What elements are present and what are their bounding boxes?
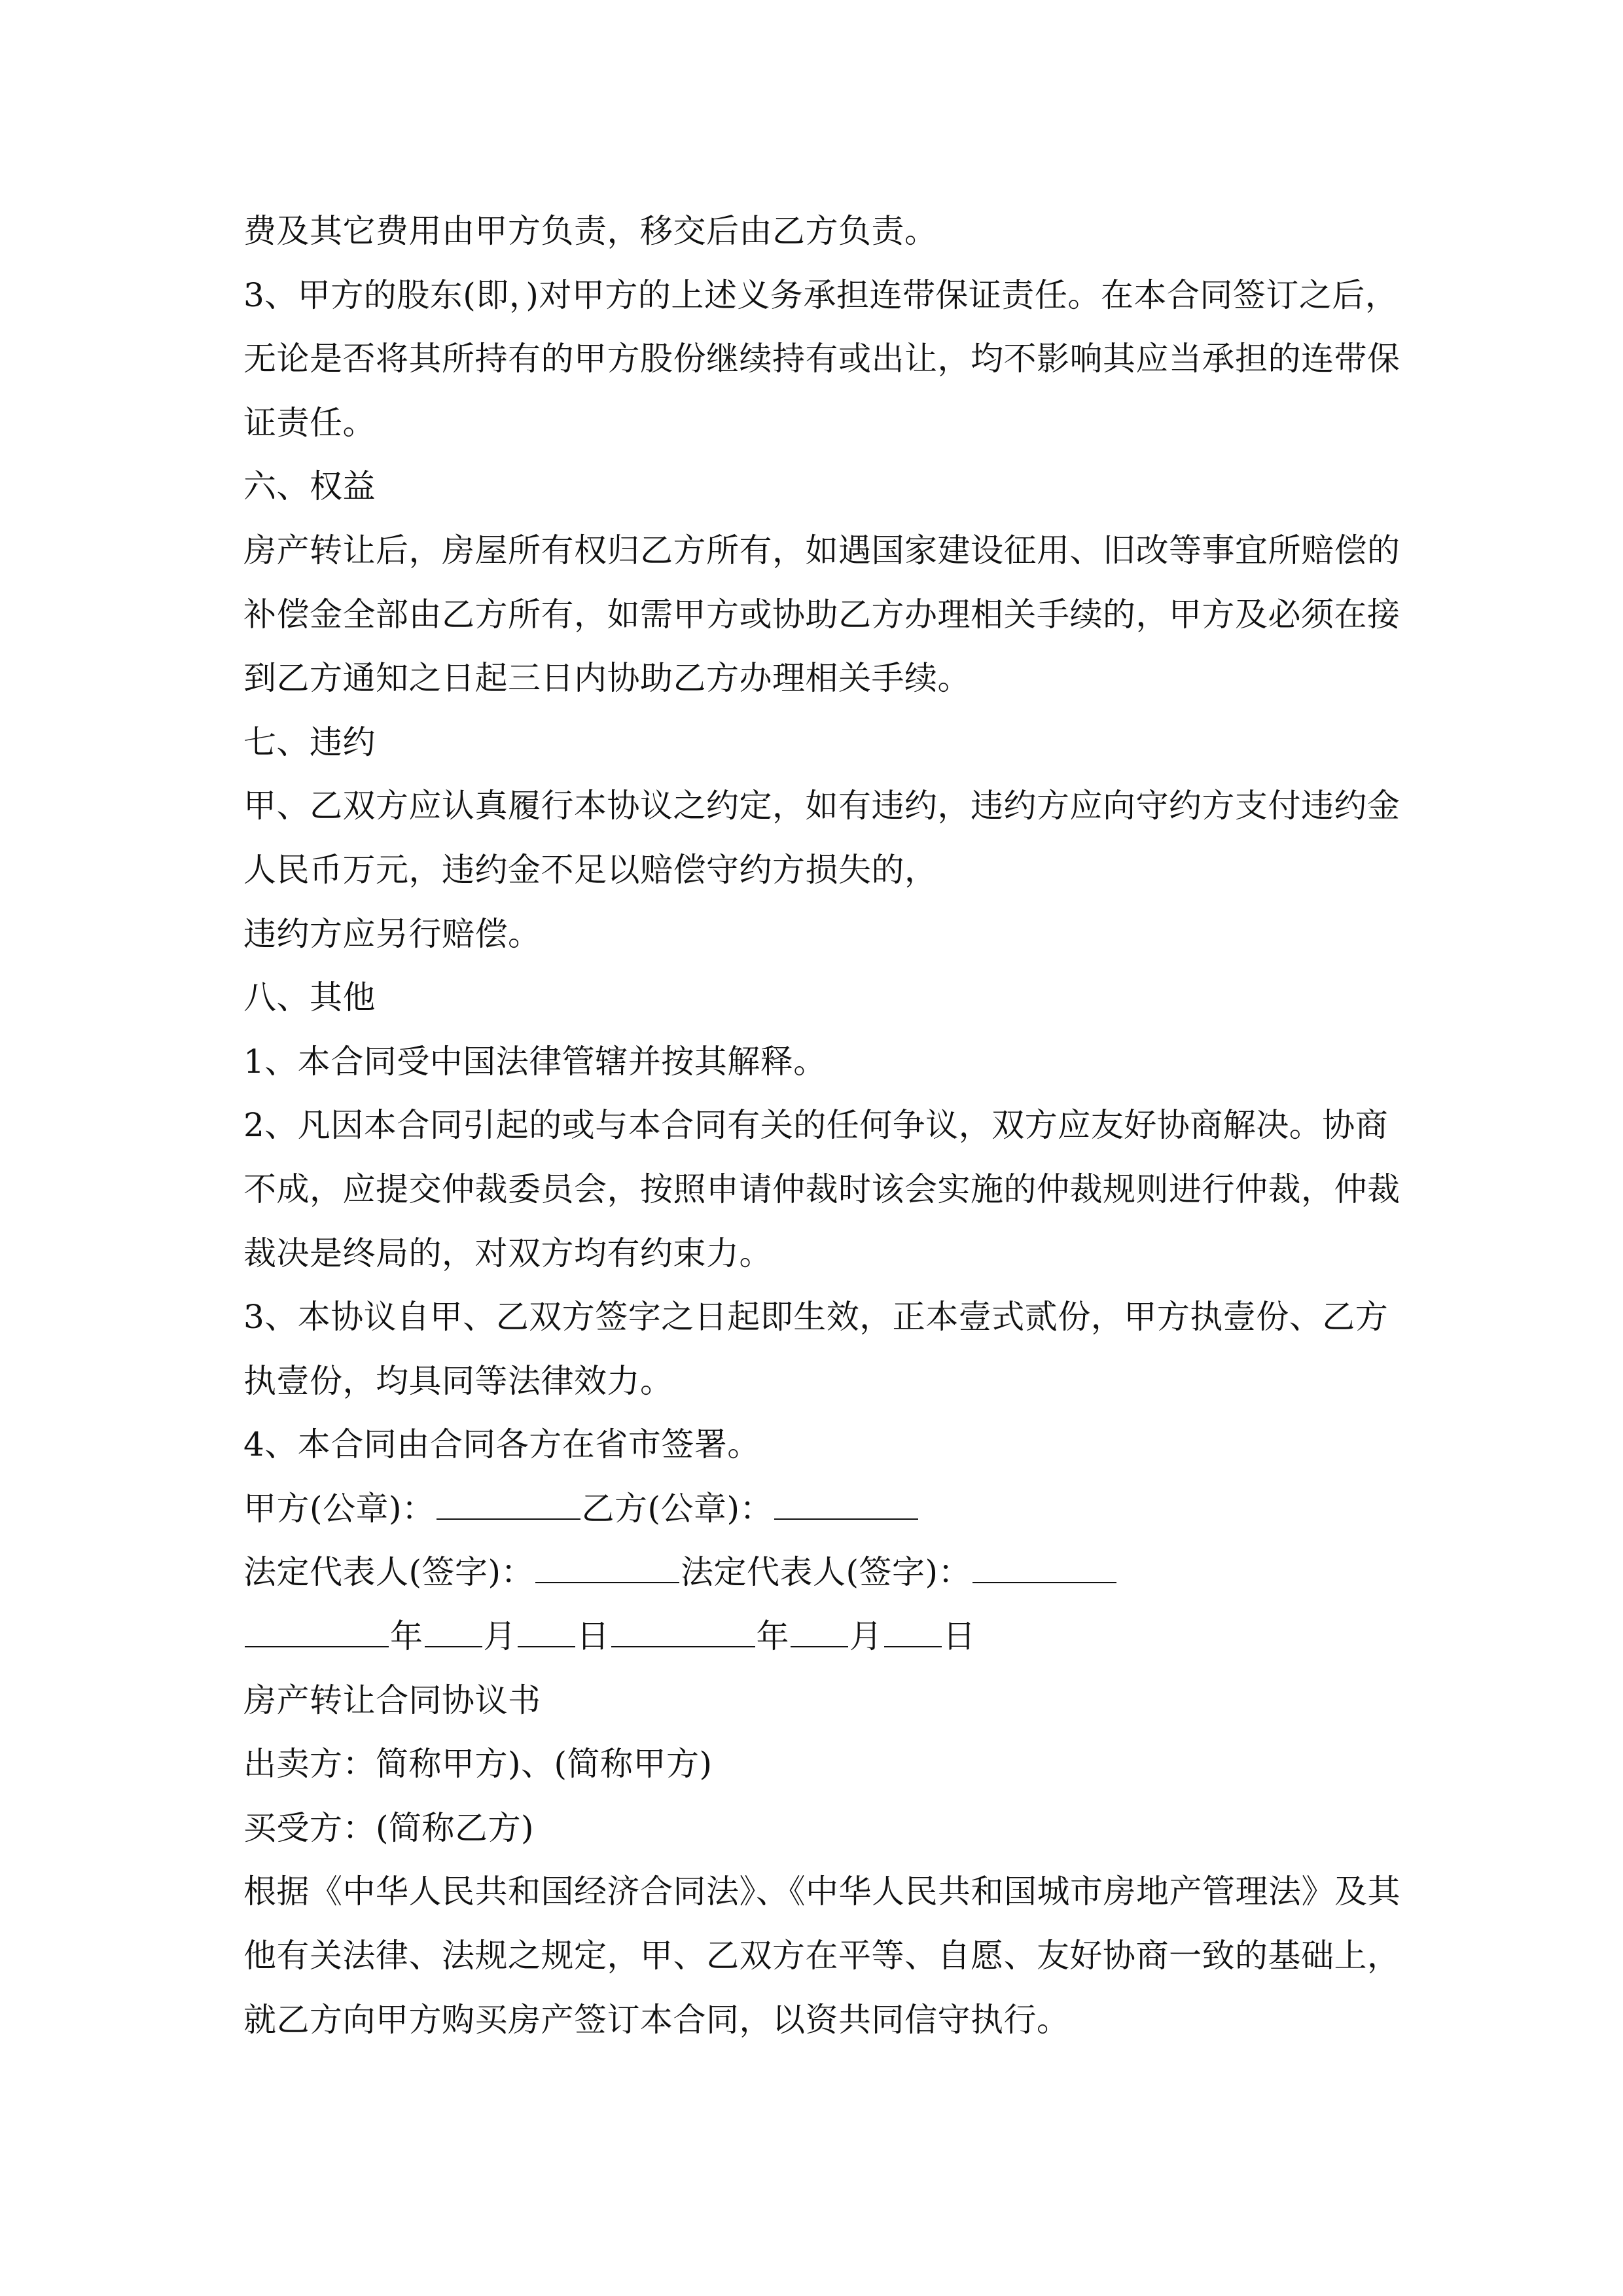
document-title: 房产转让合同协议书 — [243, 1681, 541, 1719]
text-line: 1、本合同受中国法律管辖并按其解释。 — [243, 1042, 827, 1081]
year-a-label: 年 — [390, 1617, 423, 1656]
month-a-blank — [425, 1612, 482, 1647]
text-line: 证责任。 — [243, 403, 376, 442]
text-line: 违约方应另行赔偿。 — [243, 914, 541, 953]
text-line: 补偿金全部由乙方所有，如需甲方或协助乙方办理相关手续的，甲方及必须在接 — [243, 595, 1400, 634]
text-line: 到乙方通知之日起三日内协助乙方办理相关手续。 — [243, 659, 971, 698]
document-body — [243, 200, 1400, 2052]
rep-b-label: 法定代表人(签字)： — [681, 1553, 972, 1592]
seal-line — [243, 1477, 1395, 1541]
text-line: 执壹份，均具同等法律效力。 — [243, 1361, 673, 1400]
month-b-label: 月 — [849, 1617, 883, 1656]
rep-b-blank — [972, 1548, 1116, 1583]
day-a-blank — [518, 1612, 575, 1647]
section-heading-breach: 七、违约 — [243, 723, 376, 761]
text-line: 他有关法律、法规之规定，甲、乙双方在平等、自愿、友好协商一致的基础上， — [243, 1937, 1400, 1975]
text-line: 4、本合同由合同各方在省市签署。 — [243, 1426, 760, 1464]
rep-a-label: 法定代表人(签字)： — [243, 1553, 535, 1592]
text-line: 费及其它费用由甲方负责，移交后由乙方负责。 — [243, 212, 938, 250]
text-line: 3、本协议自甲、乙双方签字之日起即生效，正本壹式贰份，甲方执壹份、乙方 — [243, 1298, 1389, 1336]
month-a-label: 月 — [483, 1617, 516, 1656]
text-line: 裁决是终局的，对双方均有约束力。 — [243, 1234, 772, 1272]
party-a-seal-blank — [437, 1484, 580, 1520]
month-b-blank — [791, 1612, 848, 1647]
text-line: 不成，应提交仲裁委员会，按照申请仲裁时该会实施的仲裁规则进行仲裁，仲裁 — [243, 1170, 1400, 1208]
year-b-blank — [611, 1612, 755, 1647]
text-line: 无论是否将其所持有的甲方股份继续持有或出让，均不影响其应当承担的连带保 — [243, 340, 1400, 378]
party-b-seal-blank — [774, 1484, 918, 1520]
text-line: 2、凡因本合同引起的或与本合同有关的任何争议，双方应友好协商解决。协商 — [243, 1106, 1389, 1145]
date-line — [243, 1605, 1395, 1669]
text-line: 就乙方向甲方购买房产签订本合同，以资共同信守执行。 — [243, 2000, 1070, 2039]
day-a-label: 日 — [577, 1617, 610, 1656]
buyer-line: 买受方：(简称乙方) — [243, 1808, 535, 1847]
day-b-label: 日 — [942, 1617, 976, 1656]
party-b-seal-label: 乙方(公章)： — [581, 1489, 774, 1528]
text-line: 甲、乙双方应认真履行本协议之约定，如有违约，违约方应向守约方支付违约金 — [243, 787, 1400, 825]
day-b-blank — [884, 1612, 942, 1647]
text-line: 3、甲方的股东(即，)对甲方的上述义务承担连带保证责任。在本合同签订之后， — [243, 276, 1399, 314]
seller-line: 出卖方：简称甲方)、(简称甲方) — [243, 1745, 713, 1784]
year-a-blank — [245, 1612, 389, 1647]
text-line: 房产转让后，房屋所有权归乙方所有，如遇国家建设征用、旧改等事宜所赔偿的 — [243, 531, 1400, 569]
party-a-seal-label: 甲方(公章)： — [243, 1489, 435, 1528]
representative-line — [243, 1541, 1395, 1605]
text-line: 人民币万元，违约金不足以赔偿守约方损失的， — [243, 850, 938, 889]
section-heading-other: 八、其他 — [243, 978, 376, 1017]
section-heading-rights: 六、权益 — [243, 467, 376, 506]
rep-a-blank — [535, 1548, 679, 1583]
text-line: 根据《中华人民共和国经济合同法》、《中华人民共和国城市房地产管理法》及其 — [243, 1873, 1400, 1911]
year-b-label: 年 — [756, 1617, 789, 1656]
